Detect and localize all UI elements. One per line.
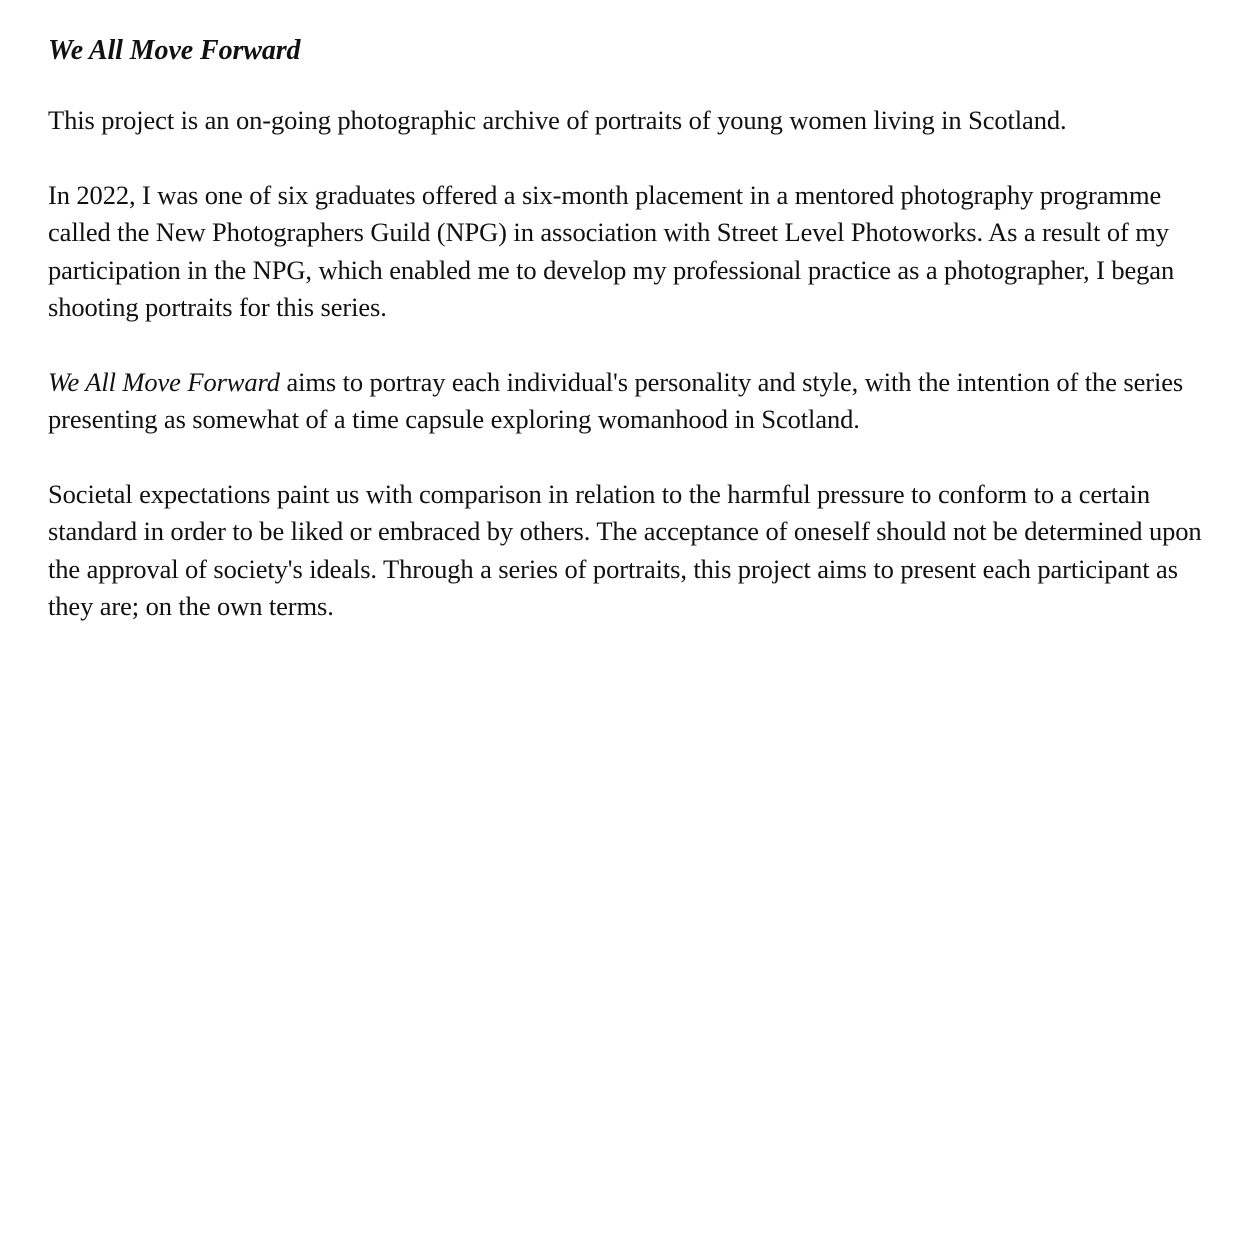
paragraph-aims (48, 327, 1208, 439)
document-body (48, 28, 1208, 626)
paragraph-intro: This project is an on-going photographic archive of portraits of young women living in Scotland. (48, 105, 1067, 135)
document-title: We All Move Forward (48, 35, 301, 66)
paragraph-aims-text: aims to portray each individual's personality and style, with the intention of the series presenting as somewhat of a time capsule exploring womanhood in Scotland. (48, 366, 1184, 434)
paragraph-background: In 2022, I was one of six graduates offered a six-month placement in a mentored photography programme called the New Photographers Guild (NPG) in association with Street Level Photoworks. As a result of my participation in the NPG, which enabled me to develop my professional practice as a photographer, I began shooting portraits for this series. (48, 179, 1175, 322)
series-title-inline: We All Move Forward (48, 366, 280, 397)
paragraph-statement: Societal expectations paint us with comparison in relation to the harmful pressure to conform to a certain standard in order to be liked or embraced by others. The acceptance of oneself should not be determined upon the approval of society's ideals. Through a series of portraits, this project aims to present each participant as they are; on the own terms. (48, 478, 1202, 621)
